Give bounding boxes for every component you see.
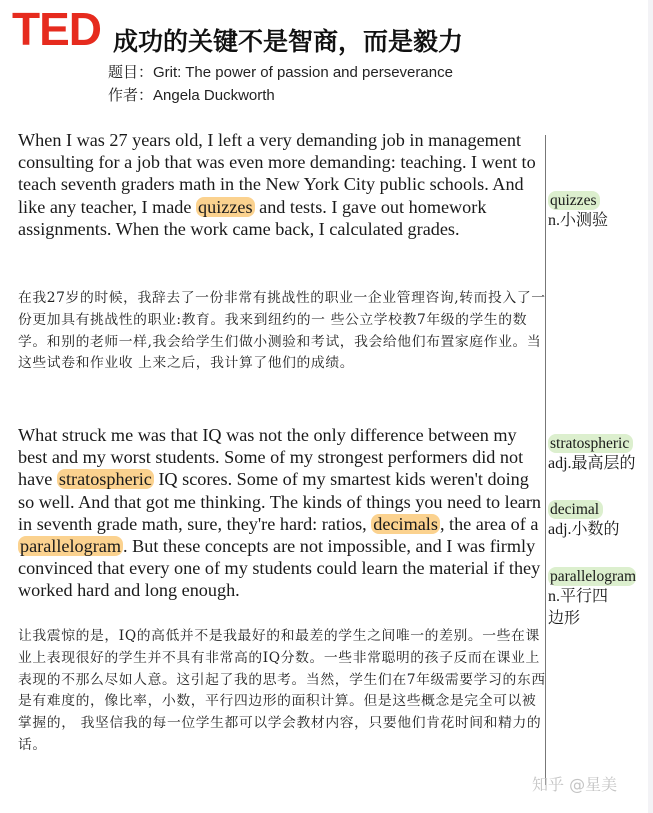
glossary-entry-decimal — [548, 500, 620, 541]
page-title: 成功的关键不是智商，而是毅力 — [113, 27, 464, 56]
ted-logo: TED — [12, 3, 101, 55]
paragraph-1-chinese: 在我27岁的时候，我辞去了一份非常有挑战性的职业一企业管理咨询,转而投入了一份更加具有挑战性的职业:教育。我来到纽约的一 些公立学校教7年级的学生的数学。和别的老师一样,我会给学生们做小测验和考试，我会给他们布置家庭作业。当这些试卷和作业收 上来之后，我计算了他们的成绩。 — [18, 290, 546, 372]
author-value: Angela Duckworth — [153, 87, 275, 104]
author-line — [108, 84, 275, 105]
paragraph-1-english — [18, 129, 548, 240]
glossary-word: parallelogram — [550, 568, 637, 585]
glossary-entry-quizzes — [548, 191, 608, 232]
glossary-entry-stratospheric — [548, 434, 636, 475]
glossary-word: decimal — [548, 500, 603, 519]
text-run: , the area of a — [439, 513, 539, 534]
topic-line — [108, 61, 453, 82]
glossary-word: stratospheric — [548, 434, 633, 453]
text-run: IQ scores. Some of my smartest kids weren't doing so well. And that got me thinking. The kinds of things you need to learn in seventh grade math, sure, they're hard: ratios, — [18, 469, 541, 534]
text-run: What struck me was that IQ was not the only difference between my best and my worst students. Some of my strongest performers did not have — [18, 425, 524, 490]
paragraph-2-english — [18, 424, 548, 602]
text-run: and tests. I gave out homework assignments. When the work came back, I calculated grades. — [18, 196, 487, 239]
text-run: When I was 27 years old, I left a very demanding job in management consulting for a job that was even more demanding: teaching. I went to teach seventh graders math in the New York City public schools. And like any teacher, I made — [18, 130, 536, 217]
glossary-definition: n.小测验 — [548, 212, 609, 229]
glossary-definition: adj.最高层的 — [548, 455, 636, 472]
topic-value: Grit: The power of passion and perseverance — [153, 64, 453, 81]
glossary-entry-parallelogram — [548, 567, 652, 630]
highlighted-word-parallelogram: parallelogram — [20, 536, 121, 557]
author-label: 作者： — [108, 87, 154, 104]
glossary-definition: adj.小数的 — [548, 521, 620, 538]
topic-label: 题目： — [108, 64, 154, 81]
paragraph-2-chinese: 让我震惊的是，IQ的高低并不是我最好的和最差的学生之间唯一的差别。一些在课业上表现很好的学生并不具有非常高的IQ分数。一些非常聪明的孩子反而在课业上表现的不那么尽如人意。这引起了我的思考。当然，学生们在7年级需要学习的东西是有难度的，像比率，小数，平行四边形的面积计算。但是这些概念是完全可以被掌握的， 我坚信我的每一位学生都可以学会教材内容，只要他们肯花时间和精力的话。 — [18, 628, 546, 753]
glossary-word: quizzes — [548, 191, 600, 210]
right-edge-strip — [648, 0, 653, 813]
highlighted-word-decimals: decimals — [373, 513, 438, 534]
text-run: . But these concepts are not impossible, and I was firmly convinced that every one of my students could learn the material if they worked hard and long enough. — [18, 536, 541, 601]
zhihu-watermark: 知乎 @星美 — [532, 775, 618, 794]
highlighted-word-quizzes: quizzes — [198, 196, 253, 217]
glossary-definition: n.平行四边形 — [548, 588, 609, 627]
highlighted-word-stratospheric: stratospheric — [58, 469, 152, 490]
